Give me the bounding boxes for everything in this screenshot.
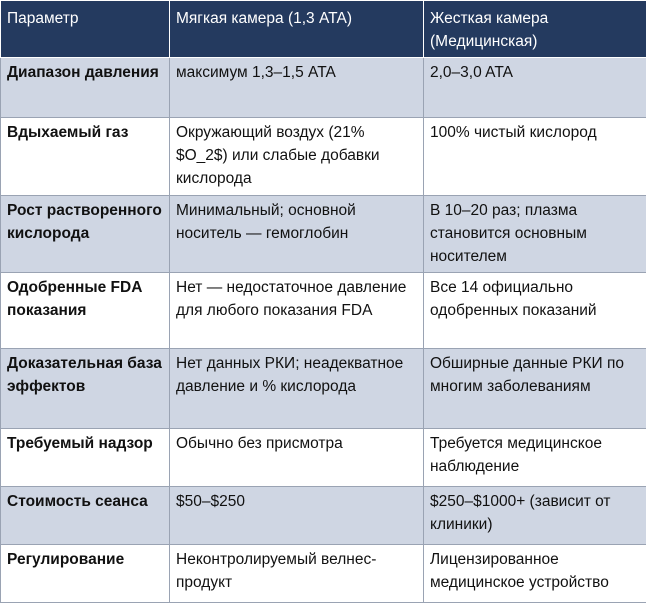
row-soft-value: Нет данных РКИ; неадекватное давление и % кислорода [170, 349, 424, 429]
row-soft-value: $50–$250 [170, 487, 424, 545]
row-hard-value: Лицензированное медицинское устройство [424, 545, 646, 603]
row-parameter: Доказательная база эффектов [1, 349, 170, 429]
row-soft-value: Нет — недостаточное давление для любого показания FDA [170, 273, 424, 349]
table-body [1, 58, 646, 603]
header-hard-chamber: Жесткая камера (Медицинская) [424, 1, 646, 58]
table-row [1, 273, 646, 349]
row-hard-value: Требуется медицинское наблюдение [424, 429, 646, 487]
header-parameter: Параметр [1, 1, 170, 58]
table-row [1, 58, 646, 118]
row-hard-value: В 10–20 раз; плазма становится основным носителем [424, 196, 646, 273]
row-soft-value: Обычно без присмотра [170, 429, 424, 487]
row-parameter: Регулирование [1, 545, 170, 603]
row-hard-value: Обширные данные РКИ по многим заболеваниям [424, 349, 646, 429]
table-header [1, 1, 646, 58]
table-row [1, 349, 646, 429]
row-hard-value: $250–$1000+ (зависит от клиники) [424, 487, 646, 545]
table-row [1, 196, 646, 273]
row-parameter: Рост растворенного кислорода [1, 196, 170, 273]
row-hard-value: 100% чистый кислород [424, 118, 646, 196]
row-parameter: Одобренные FDA показания [1, 273, 170, 349]
row-soft-value: Окружающий воздух (21% $O_2$) или слабые добавки кислорода [170, 118, 424, 196]
row-soft-value: Минимальный; основной носитель — гемоглобин [170, 196, 424, 273]
row-parameter: Требуемый надзор [1, 429, 170, 487]
table-row [1, 487, 646, 545]
row-parameter: Вдыхаемый газ [1, 118, 170, 196]
row-soft-value: Неконтролируемый велнес-продукт [170, 545, 424, 603]
table-row [1, 545, 646, 603]
table-row [1, 429, 646, 487]
row-parameter: Диапазон давления [1, 58, 170, 118]
row-hard-value: 2,0–3,0 ATA [424, 58, 646, 118]
row-parameter: Стоимость сеанса [1, 487, 170, 545]
header-row [1, 1, 646, 58]
row-hard-value: Все 14 официально одобренных показаний [424, 273, 646, 349]
header-soft-chamber: Мягкая камера (1,3 ATA) [170, 1, 424, 58]
table-row [1, 118, 646, 196]
row-soft-value: максимум 1,3–1,5 ATA [170, 58, 424, 118]
